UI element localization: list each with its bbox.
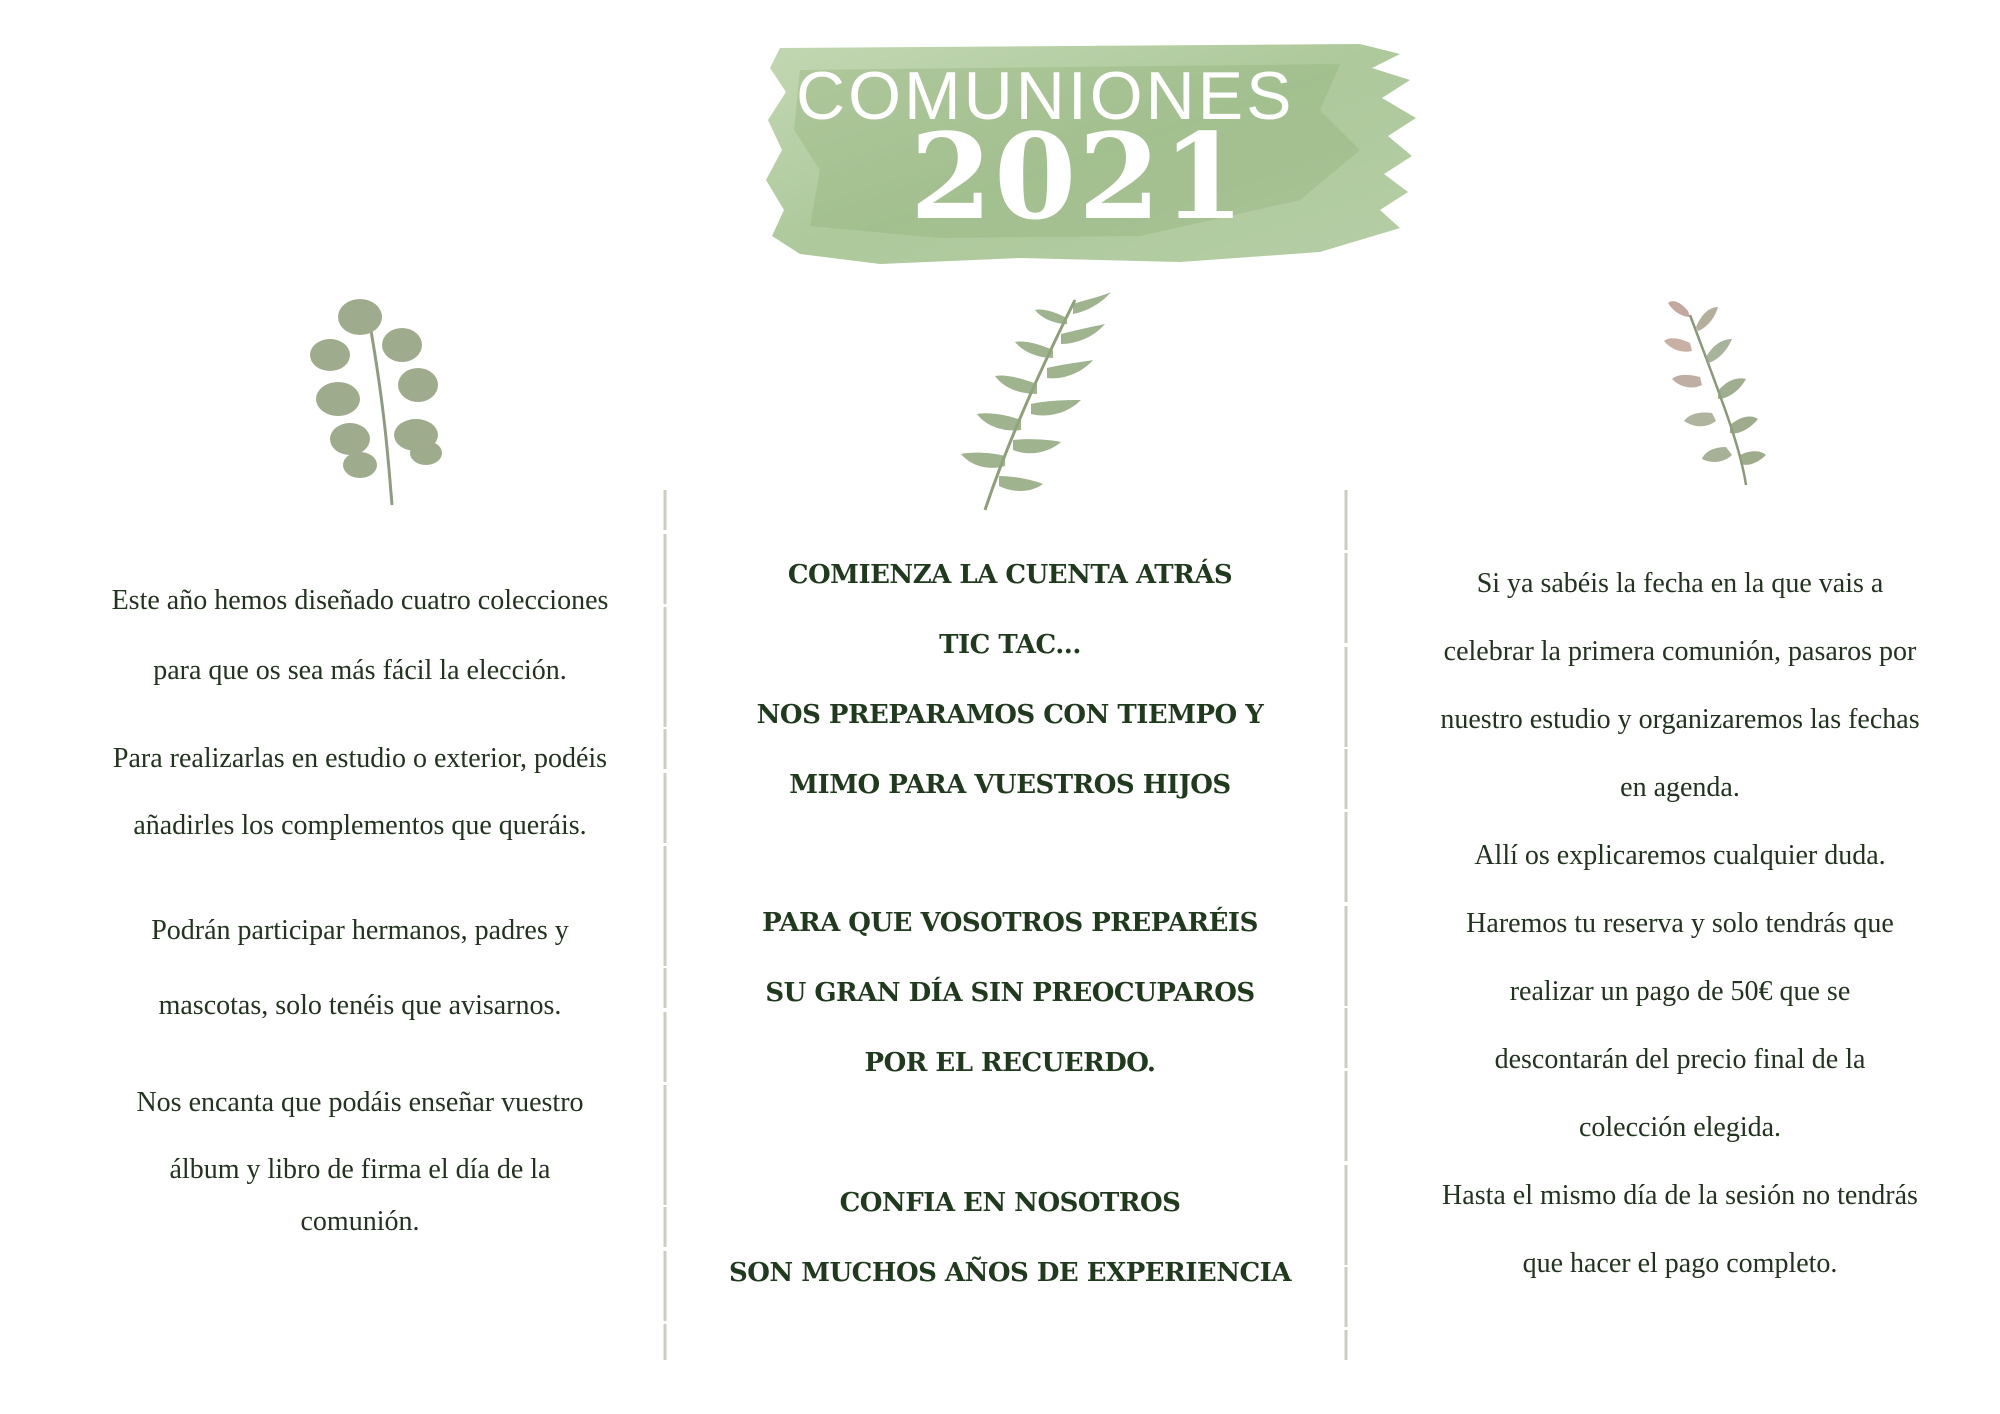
text-line: SON MUCHOS AÑOS DE EXPERIENCIA [728, 1258, 1291, 1288]
text-line: Podrán participar hermanos, padres y [151, 915, 569, 946]
text-line: que hacer el pago completo. [1522, 1248, 1838, 1279]
text-line: en agenda. [1620, 772, 1740, 803]
fern-leaf-icon [935, 290, 1115, 520]
text-line: mascotas, solo tenéis que avisarnos. [158, 990, 562, 1021]
text-line: Para realizarlas en estudio o exterior, podéis [112, 743, 608, 774]
text-line: para que os sea más fácil la elección. [153, 655, 567, 686]
text-line: descontarán del precio final de la [1494, 1044, 1866, 1075]
text-line: realizar un pago de 50€ que se [1509, 976, 1851, 1007]
text-line: TIC TAC... [939, 630, 1081, 660]
text-line: SU GRAN DÍA SIN PREOCUPAROS [765, 978, 1255, 1008]
text-line: NOS PREPARAMOS CON TIEMPO Y [756, 700, 1264, 730]
banner-year: 2021 [910, 107, 1247, 246]
text-line: comunión. [300, 1206, 420, 1237]
text-line: nuestro estudio y organizaremos las fechas [1440, 704, 1920, 735]
text-line: Allí os explicaremos cualquier duda. [1474, 840, 1886, 871]
text-line: CONFIA EN NOSOTROS [839, 1188, 1181, 1218]
text-line: añadirles los complementos que queráis. [133, 810, 587, 841]
text-line: álbum y libro de firma el día de la [169, 1154, 551, 1185]
text-line: Nos encanta que podáis enseñar vuestro [136, 1087, 584, 1118]
banner-title: COMUNIONES [796, 58, 1295, 134]
text-line: COMIENZA LA CUENTA ATRÁS [787, 560, 1233, 590]
text-line: Este año hemos diseñado cuatro colecciones [111, 585, 609, 616]
title-banner [760, 40, 1420, 270]
text-line: Haremos tu reserva y solo tendrás que [1466, 908, 1894, 939]
round-leaf-branch-icon [300, 295, 450, 515]
text-line: Si ya sabéis la fecha en la que vais a [1476, 568, 1884, 599]
text-line: Hasta el mismo día de la sesión no tendrás [1442, 1180, 1918, 1211]
text-line: MIMO PARA VUESTROS HIJOS [789, 770, 1231, 800]
right-divider [1344, 490, 1348, 1360]
left-divider [663, 490, 667, 1360]
text-line: colección elegida. [1578, 1112, 1782, 1143]
text-line: celebrar la primera comunión, pasaros por [1443, 636, 1917, 667]
text-line: POR EL RECUERDO. [864, 1048, 1156, 1078]
pink-leaf-sprig-icon [1660, 295, 1780, 495]
text-line: PARA QUE VOSOTROS PREPARÉIS [762, 908, 1258, 938]
